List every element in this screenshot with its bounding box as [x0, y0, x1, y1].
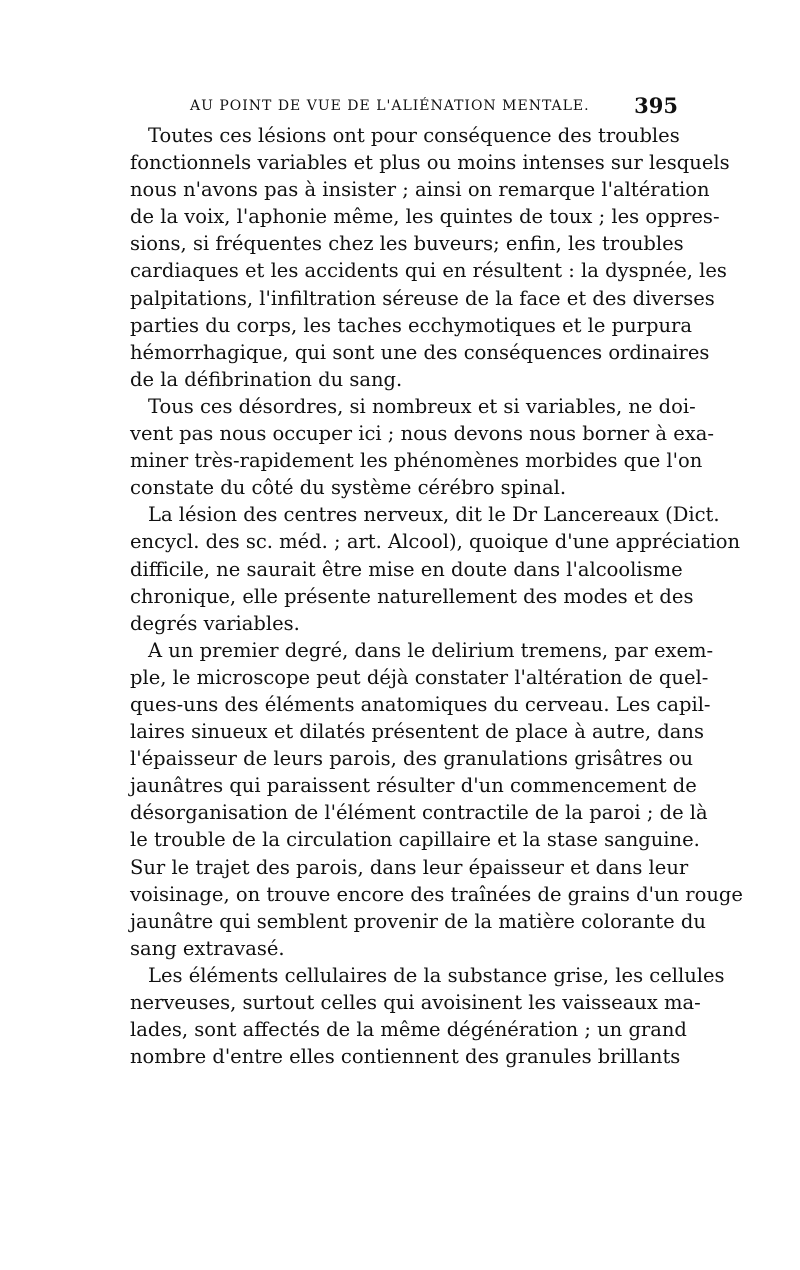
paragraph-2: [130, 393, 714, 501]
text-line: désorganisation de l'élément contractile de la paroi ; de là: [130, 801, 708, 825]
text-line: nerveuses, surtout celles qui avoisinent les vaisseaux ma-: [130, 991, 701, 1014]
text-line: sang extravasé.: [130, 936, 285, 960]
text-line: lades, sont affectés de la même dégénération ; un grand: [130, 1018, 687, 1042]
text-line: parties du corps, les taches ecchymotiques et le purpura: [130, 313, 692, 337]
body-text: [130, 122, 743, 1070]
text-line: Toutes ces lésions ont pour conséquence des troubles: [148, 124, 680, 147]
text-line: jaunâtres qui paraissent résulter d'un commencement de: [130, 774, 697, 798]
text-line: vent pas nous occuper ici ; nous devons nous borner à exa-: [130, 422, 714, 446]
page-number: 395: [634, 93, 678, 118]
text-line: ple, le microscope peut déjà constater l'altération de quel-: [130, 665, 709, 689]
paragraph-4: [130, 637, 743, 962]
running-header: [128, 93, 678, 119]
text-line: le trouble de la circulation capillaire et la stase sanguine.: [130, 828, 700, 852]
text-line: Tous ces désordres, si nombreux et si variables, ne doi-: [148, 394, 696, 418]
text-line: voisinage, on trouve encore des traînées de grains d'un rouge: [130, 882, 743, 906]
text-line: l'épaisseur de leurs parois, des granulations grisâtres ou: [130, 747, 694, 771]
text-line: La lésion des centres nerveux, dit le Dr Lancereaux (Dict.: [148, 503, 720, 527]
running-title: AU POINT DE VUE DE L'ALIÉNATION MENTALE.: [190, 98, 590, 114]
text-line: ques-uns des éléments anatomiques du cerveau. Les capil-: [130, 692, 711, 716]
text-line: A un premier degré, dans le delirium tremens, par exem-: [148, 638, 714, 662]
text-line: chronique, elle présente naturellement des modes et des: [130, 584, 694, 608]
text-line: jaunâtre qui semblent provenir de la matière colorante du: [130, 909, 706, 933]
text-line: cardiaques et les accidents qui en résultent : la dyspnée, les: [130, 259, 727, 283]
paragraph-1: [130, 122, 730, 393]
text-line: de la défibrination du sang.: [130, 367, 403, 391]
paragraph-5: [130, 962, 725, 1070]
text-line: encycl. des sc. méd. ; art. Alcool), quoique d'une appréciation: [130, 530, 741, 554]
text-line: fonctionnels variables et plus ou moins intenses sur lesquels: [130, 151, 730, 175]
text-line: miner très-rapidement les phénomènes morbides que l'on: [130, 449, 703, 473]
text-line: sions, si fréquentes chez les buveurs; enfin, les troubles: [130, 232, 684, 256]
text-line: nombre d'entre elles contiennent des granules brillants: [130, 1045, 681, 1069]
text-line: Les éléments cellulaires de la substance grise, les cellules: [148, 963, 725, 987]
text-line: hémorrhagique, qui sont une des conséquences ordinaires: [130, 340, 710, 364]
text-line: Sur le trajet des parois, dans leur épaisseur et dans leur: [130, 855, 689, 879]
text-line: palpitations, l'infiltration séreuse de la face et des diverses: [130, 286, 715, 310]
text-line: laires sinueux et dilatés présentent de place à autre, dans: [130, 720, 704, 744]
text-line: nous n'avons pas à insister ; ainsi on remarque l'altération: [130, 178, 710, 202]
paragraph-3: [130, 501, 741, 636]
text-line: de la voix, l'aphonie même, les quintes de toux ; les oppres-: [130, 205, 720, 229]
text-line: difficile, ne saurait être mise en doute dans l'alcoolisme: [130, 557, 683, 581]
text-line: constate du côté du système cérébro spinal.: [130, 476, 567, 500]
text-line: degrés variables.: [130, 611, 300, 635]
